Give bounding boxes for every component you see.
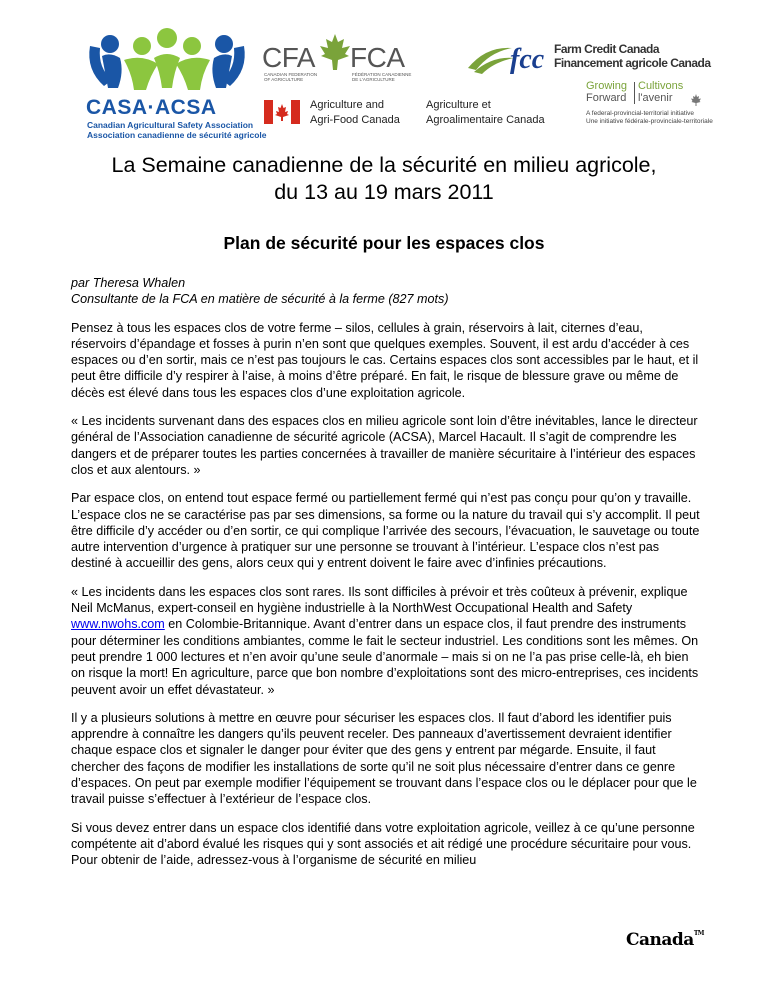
- byline: [71, 275, 701, 308]
- gf-cultivons: Cultivons: [638, 80, 684, 92]
- fcc-logo: [466, 38, 711, 78]
- aafc-english-line1: Agriculture and: [310, 99, 384, 111]
- fca-french-name: FÉDÉRATION CANADIENNE DE L'AGRICULTURE: [352, 72, 412, 82]
- fcc-french-name: Financement agricole Canada: [554, 56, 711, 70]
- paragraph-4-text-a: « Les incidents dans les espaces clos sont rares. Ils sont difficiles à prévoir et très coûteux à prévenir, explique Neil McManus, expert-conseil en hygiène industrielle à la NorthWest Occupational Health and Safety: [71, 584, 688, 616]
- paragraph-1: Pensez à tous les espaces clos de votre ferme – silos, cellules à grain, réservoirs à lait, citernes d’eau, réservoirs d’épandage et fosses à purin n’en sont que quelques exemples. Souvent, il est ardu d’accéder à ces espaces ou d’en sortir, mais ce n’est pas toujours le cas. Certains espaces clos sont accessibles par le haut, et il peut être difficile d’y respirer à l’aise, à moins d’être préparé. En fait, le risque de blessure grave ou même de décès est élevé dans tous les espaces clos d’une exploitation agricole.: [71, 320, 699, 400]
- title-line-2: du 13 au 19 mars 2011: [274, 180, 494, 204]
- casa-french-name: Association canadienne de sécurité agricole: [87, 130, 267, 140]
- aafc-french-line1: Agriculture et: [426, 99, 491, 111]
- article-title: Plan de sécurité pour les espaces clos: [223, 233, 545, 253]
- paragraph-4-text-b: en Colombie-Britannique. Avant d’entrer dans un espace clos, il faut prendre des instruments pour déterminer les conditions ambiantes, comme le fait le secteur industriel. Les conditions sont les mêmes. On peut prendre 1 000 lectures et n’en avoir qu’une seule d’anormale – mais si on ne l’a pas prise celle-là, eh bien on risque la mort! En agriculture, parce que bon nombre d’exploitations sont des micro-entreprises, ces incidents peuvent avoir un effet dévastateur. »: [71, 617, 699, 697]
- gf-french-tagline: Une initiative fédérale-provinciale-territoriale: [586, 118, 713, 125]
- svg-text:fcc: fcc: [510, 44, 545, 75]
- article-body: [71, 275, 701, 881]
- paragraph-2: « Les incidents survenant dans des espaces clos en milieu agricole sont loin d’être inévitables, lance le directeur général de l’Association canadienne de sécurité agricole (ACSA), Marcel Hacault. Il s’agit de comprendre les dangers et de préparer toutes les parties concernées à travailler de manière sécuritaire à l’intérieur des espaces clos et aux alentours. »: [71, 414, 698, 477]
- casa-english-name: Canadian Agricultural Safety Association: [87, 120, 254, 130]
- aafc-french-line2: Agroalimentaire Canada: [426, 114, 545, 126]
- growing-forward-logo: [584, 80, 734, 132]
- gf-divider: [634, 82, 635, 104]
- aafc-logo: [264, 97, 564, 127]
- casa-acsa-logo: [84, 28, 267, 140]
- canada-wordmark: Canada™: [626, 930, 704, 950]
- fcc-english-name: Farm Credit Canada: [554, 42, 660, 56]
- paragraph-3: Par espace clos, on entend tout espace fermé ou partiellement fermé qui n’est pas conçu pour qu’on y travaille. L’espace clos ne se caractérise pas par ses dimensions, sa forme ou la nature du travail qui s’y accomplit. Il peut être difficile d’y accéder ou d’en sortir, ce qui complique l’arrivée des secours, l’évacuation, le sauvetage ou toute autre intervention d’urgence à pratiquer sur une personne se trouvant à l’intérieur. L’espace clos n’est pas destiné à accueillir des gens, alors ceux qui y entrent doivent le faire avec d’infinies précautions.: [71, 491, 700, 571]
- casa-name: CASA·ACSA: [86, 96, 217, 119]
- canada-wordmark-text: Canada: [626, 930, 694, 950]
- paragraph-6: Si vous devez entrer dans un espace clos identifié dans votre exploitation agricole, veillez à ce qu’une personne compétente ait d’abord évalué les risques qui y sont associés et ait rédigé une procédure sécuritaire pour vous. Pour obtenir de l’aide, adressez-vous à l’organisme de sécurité en milieu: [71, 820, 695, 868]
- fcc-swoosh-icon: [466, 38, 550, 76]
- cfa-fca-logo: [262, 30, 420, 86]
- aafc-english-line2: Agri-Food Canada: [310, 114, 400, 126]
- title-line-1: La Semaine canadienne de la sécurité en milieu agricole,: [111, 153, 657, 177]
- canada-flag-icon: [264, 100, 300, 124]
- maple-leaf-icon: [318, 32, 352, 72]
- gf-english-tagline: A federal-provincial-territorial initiative: [586, 110, 695, 117]
- gf-forward: Forward: [586, 92, 627, 104]
- nwohs-link[interactable]: www.nwohs.com: [71, 617, 165, 632]
- page-title: [40, 152, 728, 206]
- paragraph-4: [71, 584, 701, 698]
- gf-growing: Growing: [586, 80, 627, 92]
- gf-avenir: l'avenir: [638, 92, 673, 104]
- casa-people-icon: [84, 28, 250, 96]
- cfa-acronym: CFA: [262, 42, 315, 73]
- paragraph-5: Il y a plusieurs solutions à mettre en œuvre pour sécuriser les espaces clos. Il faut d’abord les identifier puis apprendre à connaître les dangers qu’ils peuvent receler. Des panneaux d’avertissement devraient identifier chaque espace clos et signaler le danger pour éviter que des gens y entrent par mégarde. Ensuite, il faut chercher des façons de modifier les installations de sorte qu’il ne soit plus nécessaire d’entrer dans ce genre d’espaces. On peut par exemple modifier l’équipement se trouvant dans l’espace clos ou le déplacer pour que le travail puisse s’effectuer à l’extérieur de l’espace clos.: [71, 710, 697, 807]
- small-maple-leaf-icon: [690, 94, 702, 106]
- author: par Theresa Whalen: [71, 276, 186, 290]
- fca-acronym: FCA: [350, 42, 405, 73]
- author-role: Consultante de la FCA en matière de sécurité à la ferme (827 mots): [71, 292, 449, 307]
- cfa-english-name: CANADIAN FEDERATION OF AGRICULTURE: [264, 72, 318, 82]
